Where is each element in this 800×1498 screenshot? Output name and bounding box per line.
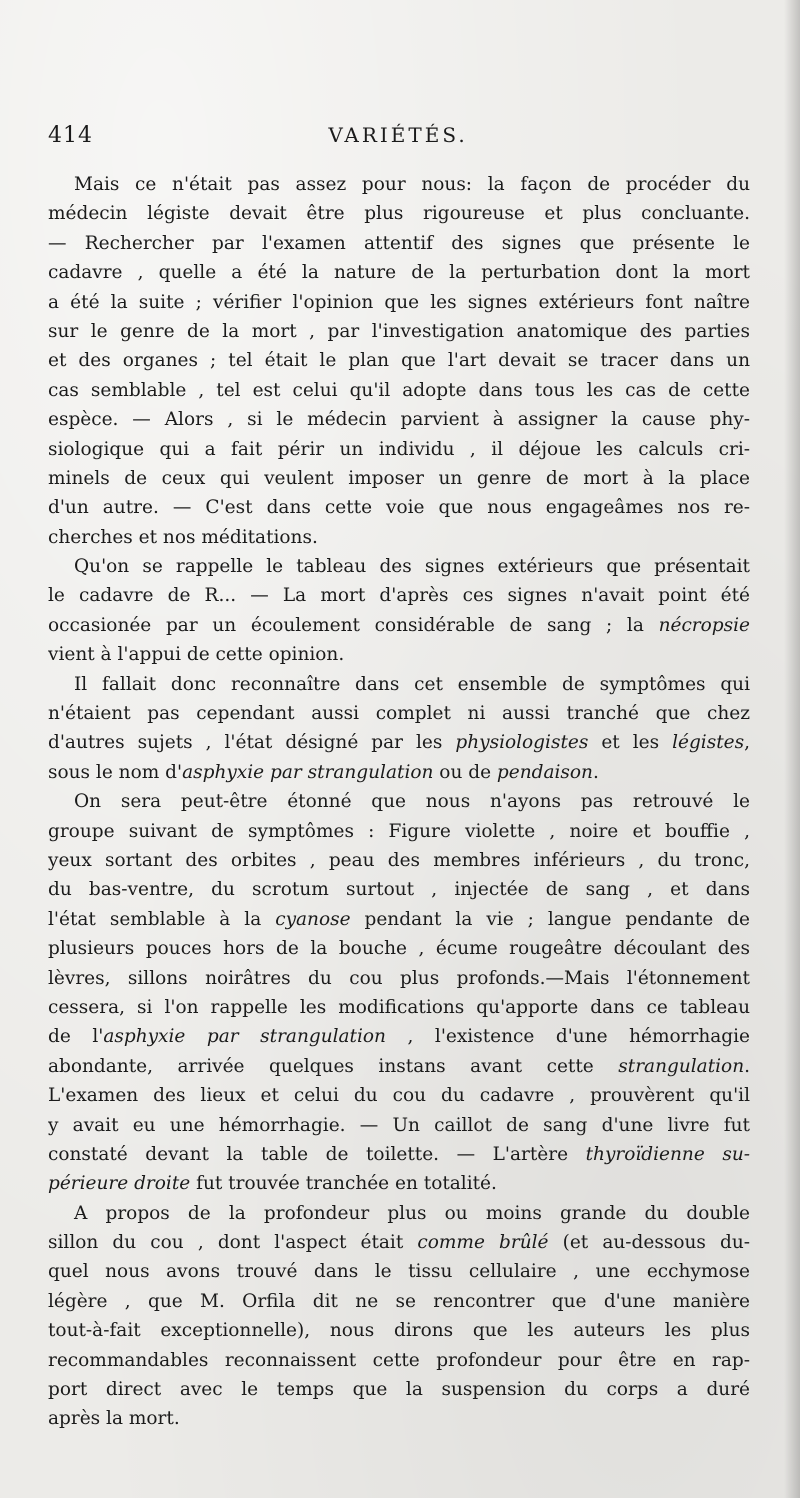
text-span: fut trouvée tranchée en totalité. <box>190 1173 497 1195</box>
text-span: espèce. — Alors , si le médecin parvient à assigner la cause phy- <box>48 409 750 431</box>
text-span: abondante, arrivée quelques instans avant cette <box>48 1055 619 1077</box>
text-span: recommandables reconnaissent cette profondeur pour être en rap- <box>48 1349 750 1371</box>
italic-span: asphyxie par strangulation <box>103 1026 386 1048</box>
text-span: cadavre , quelle a été la nature de la perturbation dont la mort <box>48 262 750 284</box>
text-line <box>48 640 750 669</box>
text-line <box>48 435 750 464</box>
text-span: . <box>592 761 599 783</box>
text-line <box>48 258 750 287</box>
text-span: cessera, si l'on rappelle les modifications qu'apporte dans ce tableau <box>48 996 750 1018</box>
text-span: , l'existence d'une hémorrhagie <box>385 1026 750 1048</box>
text-span: (et au-dessous du- <box>548 1232 750 1254</box>
text-line <box>48 523 750 552</box>
text-span: d'autres sujets , l'état désigné par les <box>48 732 456 754</box>
text-line <box>48 611 750 640</box>
text-line <box>48 317 750 346</box>
text-line <box>48 728 750 757</box>
text-span: groupe suivant de symptômes : Figure violette , noire et bouffie , <box>48 820 750 842</box>
text-span: cherches et nos méditations. <box>48 526 318 548</box>
text-span: n'étaient pas cependant aussi complet ni aussi tranché que chez <box>48 703 750 725</box>
text-span: légère , que M. Orfila dit ne se rencontrer que d'une manière <box>48 1290 750 1312</box>
text-line <box>48 993 750 1022</box>
text-span: minels de ceux qui veulent imposer un genre de mort à la place <box>48 467 750 489</box>
text-line <box>48 1052 750 1081</box>
italic-span: physiologistes <box>455 732 589 754</box>
text-span: et les <box>588 732 673 754</box>
text-span: cas semblable , tel est celui qu'il adopte dans tous les cas de cette <box>48 379 750 401</box>
text-span: lèvres, sillons noirâtres du cou plus profonds.—Mais l'étonnement <box>48 967 750 989</box>
text-line <box>48 464 750 493</box>
text-line <box>48 1257 750 1286</box>
italic-span: strangulation <box>618 1055 745 1077</box>
text-span: médecin légiste devait être plus rigoureuse et plus concluante. <box>48 203 750 225</box>
text-span: quel nous avons trouvé dans le tissu cellulaire , une ecchymose <box>48 1261 750 1283</box>
text-line <box>48 1375 750 1404</box>
text-span: . <box>744 1055 750 1077</box>
italic-span: comme brûlé <box>417 1232 549 1254</box>
text-line <box>48 229 750 258</box>
text-span: vient à l'appui de cette opinion. <box>48 644 345 666</box>
text-line <box>48 1228 750 1257</box>
text-span: du bas-ventre, du scrotum surtout , injectée de sang , et dans <box>48 879 750 901</box>
text-span: d'un autre. — C'est dans cette voie que nous engageâmes nos re- <box>48 497 750 519</box>
text-line <box>48 1404 750 1433</box>
text-line <box>48 1081 750 1110</box>
text-line <box>48 346 750 375</box>
text-span: occasionée par un écoulement considérable de sang ; la <box>48 614 659 636</box>
italic-span: pendaison <box>496 761 593 783</box>
text-span: et des organes ; tel était le plan que l'art devait se tracer dans un <box>48 350 750 372</box>
text-span: A propos de la profondeur plus ou moins grande du double <box>74 1202 750 1224</box>
text-line <box>48 817 750 846</box>
text-span: sur le genre de la mort , par l'investigation anatomique des parties <box>48 320 750 342</box>
italic-span: nécropsie <box>658 614 750 636</box>
text-span: sillon du cou , dont l'aspect était <box>48 1232 418 1254</box>
text-line <box>48 493 750 522</box>
text-span: constaté devant la table de toilette. — L'artère <box>48 1143 586 1165</box>
text-line <box>48 552 750 581</box>
text-line <box>48 1169 750 1198</box>
text-span: après la mort. <box>48 1408 180 1430</box>
page-edge-shadow <box>784 0 800 1498</box>
body-text <box>48 170 750 1434</box>
text-line <box>48 934 750 963</box>
text-span: siologique qui a fait périr un individu , il déjoue les calculs cri- <box>48 438 750 460</box>
text-line <box>48 787 750 816</box>
text-span: le cadavre de R... — La mort d'après ces signes n'avait point été <box>48 585 750 607</box>
italic-span: cyanose <box>275 908 351 930</box>
text-line <box>48 846 750 875</box>
text-line <box>48 581 750 610</box>
italic-span: thyroïdienne su- <box>585 1143 750 1165</box>
text-span: y avait eu une hémorrhagie. — Un caillot de sang d'une livre fut <box>48 1114 750 1136</box>
text-line <box>48 875 750 904</box>
text-line <box>48 1111 750 1140</box>
italic-span: légistes <box>672 732 745 754</box>
text-span: l'état semblable à la <box>48 908 276 930</box>
text-span: port direct avec le temps que la suspension du corps a duré <box>48 1379 750 1401</box>
text-line <box>48 1346 750 1375</box>
text-span: yeux sortant des orbites , peau des membres inférieurs , du tronc, <box>48 849 750 871</box>
text-span: Mais ce n'était pas assez pour nous: la façon de procéder du <box>74 174 750 195</box>
text-span: a été la suite ; vérifier l'opinion que les signes extérieurs font naître <box>48 291 750 313</box>
text-line <box>48 670 750 699</box>
text-line <box>48 699 750 728</box>
text-line <box>48 199 750 228</box>
text-span: sous le nom d' <box>48 761 183 783</box>
text-line <box>48 170 750 199</box>
text-span: ou de <box>433 761 497 783</box>
page-number: 414 <box>48 123 93 148</box>
italic-span: asphyxie par strangulation <box>182 761 434 783</box>
text-span: L'examen des lieux et celui du cou du cadavre , prouvèrent qu'il <box>48 1085 750 1107</box>
text-line <box>48 288 750 317</box>
text-span: plusieurs pouces hors de la bouche , écume rougeâtre découlant des <box>48 938 750 960</box>
text-line <box>48 1287 750 1316</box>
text-span: , <box>744 732 750 754</box>
text-line <box>48 376 750 405</box>
page-header <box>48 123 748 155</box>
text-span: tout-à-fait exceptionnelle), nous dirons que les auteurs les plus <box>48 1320 750 1342</box>
text-span: de l' <box>48 1026 104 1048</box>
text-line <box>48 1140 750 1169</box>
italic-span: périeure droite <box>48 1173 191 1195</box>
text-line <box>48 905 750 934</box>
text-line <box>48 405 750 434</box>
running-head: VARIÉTÉS. <box>328 123 468 147</box>
text-span: pendant la vie ; langue pendante de <box>350 908 750 930</box>
text-span: On sera peut-être étonné que nous n'ayons pas retrouvé le <box>74 791 750 813</box>
text-span: — Rechercher par l'examen attentif des signes que présente le <box>48 232 750 254</box>
text-line <box>48 1316 750 1345</box>
text-span: Qu'on se rappelle le tableau des signes extérieurs que présentait <box>74 556 750 578</box>
text-line <box>48 758 750 787</box>
text-line <box>48 1022 750 1051</box>
text-line <box>48 1199 750 1228</box>
text-span: Il fallait donc reconnaître dans cet ensemble de symptômes qui <box>74 673 750 695</box>
text-line <box>48 964 750 993</box>
